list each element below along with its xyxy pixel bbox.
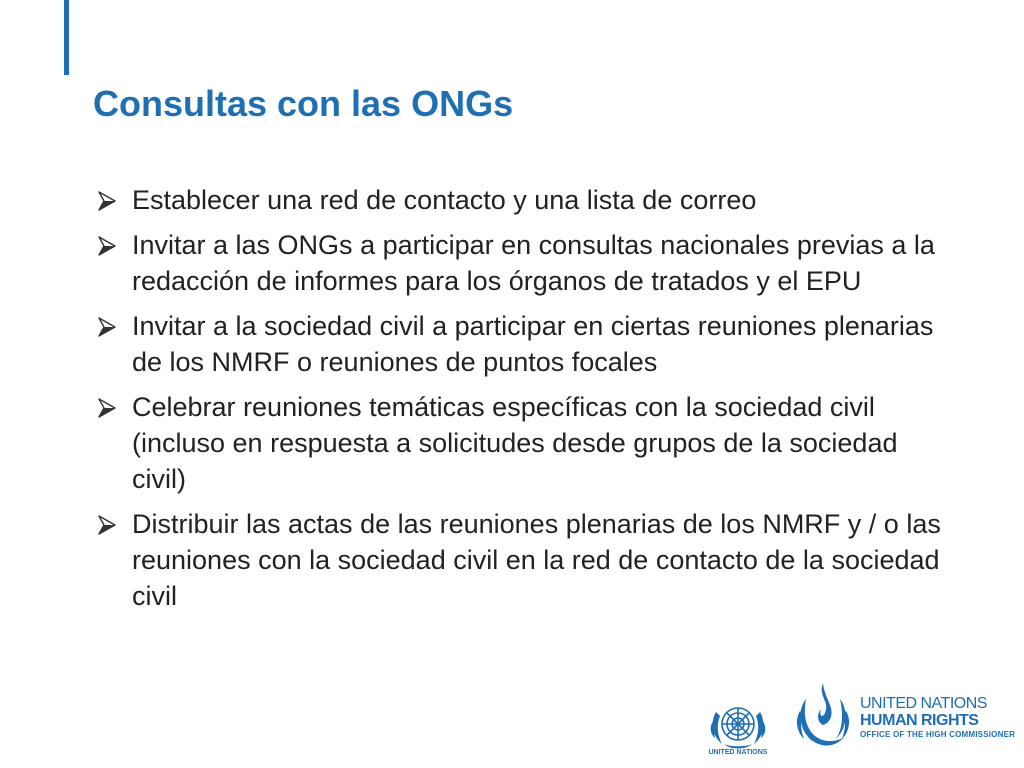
ohchr-flame-icon [792, 679, 854, 751]
bullet-text: Celebrar reuniones temáticas específicas con la sociedad civil (incluso en respuesta a solicitudes desde grupos de la sociedad civil) [132, 392, 898, 494]
bullet-text: Distribuir las actas de las reuniones plenarias de los NMRF y / o las reuniones con la sociedad civil en la red de contacto de la sociedad civil [132, 509, 941, 611]
footer-logos [700, 675, 1016, 765]
arrow-bullet-icon [96, 190, 118, 212]
bullet-text: Establecer una red de contacto y una lista de correo [132, 185, 757, 215]
bullet-item [96, 506, 956, 614]
arrow-bullet-icon [96, 235, 118, 257]
ohchr-logo-text [860, 695, 1016, 741]
arrow-bullet-icon [96, 397, 118, 419]
ohchr-line-1: UNITED NATIONS [860, 695, 987, 712]
bullet-item [96, 182, 956, 218]
bullet-list [96, 182, 956, 623]
ohchr-line-3: OFFICE OF THE HIGH COMMISSIONER [860, 730, 1016, 739]
bullet-text: Invitar a las ONGs a participar en consultas nacionales previas a la redacción de informes para los órganos de tratados y el EPU [132, 230, 935, 296]
bullet-item [96, 308, 956, 380]
un-logo-label: UNITED NATIONS [708, 749, 768, 756]
ohchr-line-2: HUMAN RIGHTS [860, 712, 979, 729]
arrow-bullet-icon [96, 316, 118, 338]
arrow-bullet-icon [96, 514, 118, 536]
bullet-item [96, 227, 956, 299]
bullet-item [96, 389, 956, 497]
accent-bar [64, 0, 69, 75]
slide-title: Consultas con las ONGs [93, 83, 514, 124]
bullet-text: Invitar a la sociedad civil a participar en ciertas reuniones plenarias de los NMRF o reuniones de puntos focales [132, 311, 934, 377]
